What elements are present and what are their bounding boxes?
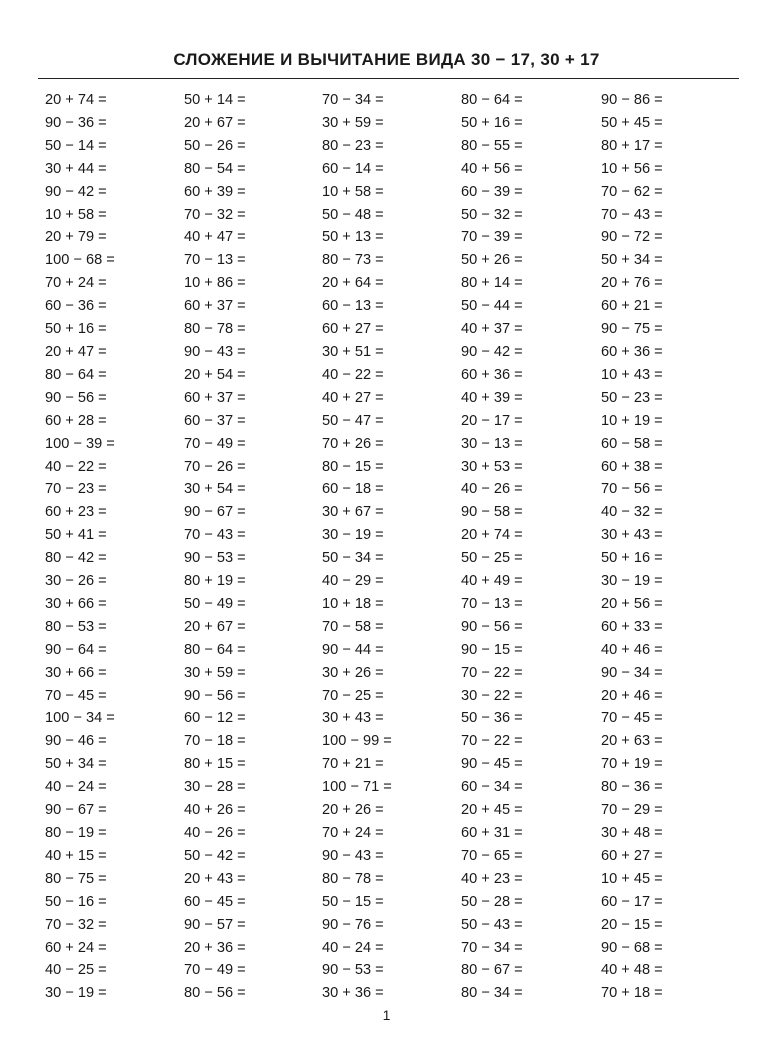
exercise-item: 20 + 63 =	[601, 733, 663, 750]
exercise-item: 30 − 19 =	[601, 573, 663, 590]
exercise-item: 100 − 71 =	[322, 779, 392, 796]
exercise-item: 100 − 34 =	[45, 710, 115, 727]
exercise-item: 30 + 43 =	[601, 527, 663, 544]
exercise-item: 50 − 28 =	[461, 893, 523, 910]
exercise-item: 60 − 39 =	[461, 183, 523, 200]
exercise-item: 80 − 42 =	[45, 550, 107, 567]
exercise-item: 70 − 45 =	[45, 687, 107, 704]
exercise-item: 40 − 32 =	[601, 504, 663, 521]
exercise-item: 10 + 86 =	[184, 275, 246, 292]
exercise-item: 70 + 21 =	[322, 756, 384, 773]
exercise-item: 20 + 79 =	[45, 229, 107, 246]
exercise-item: 60 − 14 =	[322, 160, 384, 177]
exercise-item: 20 + 74 =	[461, 527, 523, 544]
exercise-item: 70 − 25 =	[322, 687, 384, 704]
exercise-item: 40 + 56 =	[461, 160, 523, 177]
exercise-item: 60 + 33 =	[601, 618, 663, 635]
exercise-item: 10 + 58 =	[45, 206, 107, 223]
exercise-item: 40 − 22 =	[322, 366, 384, 383]
exercise-item: 60 + 24 =	[45, 939, 107, 956]
exercise-item: 60 + 37 =	[184, 389, 246, 406]
exercise-item: 80 − 34 =	[461, 985, 523, 1002]
exercise-item: 100 − 99 =	[322, 733, 392, 750]
exercise-item: 70 − 22 =	[461, 664, 523, 681]
exercise-item: 90 − 56 =	[461, 618, 523, 635]
exercise-item: 50 + 16 =	[461, 114, 523, 131]
exercise-item: 60 + 39 =	[184, 183, 246, 200]
exercise-item: 90 − 42 =	[461, 343, 523, 360]
exercise-item: 90 − 53 =	[322, 962, 384, 979]
exercise-item: 90 − 72 =	[601, 229, 663, 246]
exercise-item: 20 + 56 =	[601, 595, 663, 612]
exercise-item: 80 − 67 =	[461, 962, 523, 979]
exercise-item: 30 − 28 =	[184, 779, 246, 796]
exercise-item: 50 + 34 =	[45, 756, 107, 773]
exercise-item: 80 − 54 =	[184, 160, 246, 177]
exercise-item: 70 + 24 =	[322, 825, 384, 841]
exercise-item: 40 + 26 =	[184, 802, 246, 819]
exercise-item: 70 − 62 =	[601, 183, 663, 200]
exercise-item: 70 + 18 =	[601, 985, 663, 1002]
exercise-item: 80 − 64 =	[45, 366, 107, 383]
exercise-item: 30 − 22 =	[461, 687, 523, 704]
exercise-item: 80 − 64 =	[461, 92, 523, 108]
exercise-item: 30 + 43 =	[322, 710, 384, 727]
exercise-item: 70 − 56 =	[601, 481, 663, 498]
exercise-item: 50 − 48 =	[322, 206, 384, 223]
exercise-item: 50 + 41 =	[45, 527, 107, 544]
exercise-item: 40 + 37 =	[461, 321, 523, 338]
exercise-item: 90 − 67 =	[45, 802, 107, 819]
exercise-item: 50 + 16 =	[601, 550, 663, 567]
exercise-item: 20 + 64 =	[322, 275, 384, 292]
exercise-item: 60 + 36 =	[461, 366, 523, 383]
exercise-item: 30 − 19 =	[45, 985, 107, 1002]
exercise-item: 80 − 64 =	[184, 641, 246, 658]
exercise-item: 80 − 73 =	[322, 252, 384, 269]
exercise-item: 50 + 34 =	[601, 252, 663, 269]
exercise-item: 70 − 65 =	[461, 847, 523, 864]
exercise-item: 80 − 78 =	[322, 870, 384, 887]
exercise-item: 30 + 54 =	[184, 481, 246, 498]
exercise-item: 50 + 26 =	[461, 252, 523, 269]
exercise-item: 80 − 75 =	[45, 870, 107, 887]
exercise-item: 70 + 19 =	[601, 756, 663, 773]
exercise-item: 50 − 14 =	[45, 137, 107, 154]
exercise-item: 40 + 15 =	[45, 847, 107, 864]
exercise-item: 60 + 27 =	[322, 321, 384, 338]
exercise-item: 10 + 56 =	[601, 160, 663, 177]
exercise-item: 80 − 36 =	[601, 779, 663, 796]
exercise-item: 30 + 26 =	[322, 664, 384, 681]
exercise-item: 20 + 74 =	[45, 92, 107, 108]
exercise-item: 90 − 68 =	[601, 939, 663, 956]
exercise-item: 20 + 36 =	[184, 939, 246, 956]
exercise-item: 20 + 46 =	[601, 687, 663, 704]
exercise-item: 90 − 43 =	[184, 343, 246, 360]
exercise-item: 60 − 13 =	[322, 298, 384, 315]
exercise-item: 30 + 59 =	[322, 114, 384, 131]
exercise-item: 50 − 23 =	[601, 389, 663, 406]
exercise-item: 60 + 27 =	[601, 847, 663, 864]
exercise-item: 70 − 49 =	[184, 962, 246, 979]
exercise-item: 50 + 16 =	[45, 321, 107, 338]
exercise-item: 60 + 31 =	[461, 825, 523, 841]
exercise-item: 20 + 76 =	[601, 275, 663, 292]
exercise-item: 90 − 58 =	[461, 504, 523, 521]
exercise-item: 50 − 44 =	[461, 298, 523, 315]
exercise-item: 20 − 17 =	[461, 412, 523, 429]
exercise-item: 90 − 36 =	[45, 114, 107, 131]
exercise-item: 70 − 13 =	[184, 252, 246, 269]
exercise-item: 30 + 51 =	[322, 343, 384, 360]
exercise-item: 10 + 58 =	[322, 183, 384, 200]
exercise-column-4	[461, 89, 523, 1005]
exercise-item: 30 − 13 =	[461, 435, 523, 452]
exercise-item: 60 − 45 =	[184, 893, 246, 910]
exercise-item: 50 − 36 =	[461, 710, 523, 727]
exercise-item: 40 − 24 =	[45, 779, 107, 796]
exercise-item: 70 + 24 =	[45, 275, 107, 292]
exercise-item: 60 − 12 =	[184, 710, 246, 727]
exercise-item: 40 + 23 =	[461, 870, 523, 887]
exercise-item: 70 − 34 =	[461, 939, 523, 956]
exercise-item: 10 + 18 =	[322, 595, 384, 612]
exercise-item: 70 − 43 =	[184, 527, 246, 544]
exercise-item: 60 + 36 =	[601, 343, 663, 360]
exercise-item: 40 − 22 =	[45, 458, 107, 475]
exercise-item: 60 + 37 =	[184, 298, 246, 315]
exercise-item: 90 − 56 =	[45, 389, 107, 406]
exercise-item: 30 + 36 =	[322, 985, 384, 1002]
title-divider	[38, 78, 739, 79]
exercise-item: 30 + 48 =	[601, 825, 663, 841]
exercise-item: 90 − 46 =	[45, 733, 107, 750]
exercise-item: 10 + 45 =	[601, 870, 663, 887]
exercise-item: 20 + 26 =	[322, 802, 384, 819]
exercise-item: 70 − 32 =	[184, 206, 246, 223]
exercise-item: 90 − 45 =	[461, 756, 523, 773]
exercise-column-2	[184, 89, 246, 1005]
exercise-item: 50 − 43 =	[461, 916, 523, 933]
exercise-item: 60 − 34 =	[461, 779, 523, 796]
exercise-item: 90 − 34 =	[601, 664, 663, 681]
exercise-item: 70 − 22 =	[461, 733, 523, 750]
exercise-item: 90 − 64 =	[45, 641, 107, 658]
exercise-item: 60 + 38 =	[601, 458, 663, 475]
exercise-item: 10 + 19 =	[601, 412, 663, 429]
exercise-item: 40 − 25 =	[45, 962, 107, 979]
exercise-item: 80 + 17 =	[601, 137, 663, 154]
exercise-item: 40 + 46 =	[601, 641, 663, 658]
exercise-item: 10 + 43 =	[601, 366, 663, 383]
exercise-item: 30 + 66 =	[45, 595, 107, 612]
exercise-item: 50 + 45 =	[601, 114, 663, 131]
exercise-item: 80 − 53 =	[45, 618, 107, 635]
exercise-item: 70 − 58 =	[322, 618, 384, 635]
exercise-item: 40 + 39 =	[461, 389, 523, 406]
exercise-item: 70 − 43 =	[601, 206, 663, 223]
exercise-item: 60 + 28 =	[45, 412, 107, 429]
exercise-item: 50 − 26 =	[184, 137, 246, 154]
exercise-item: 80 − 55 =	[461, 137, 523, 154]
exercise-item: 70 − 32 =	[45, 916, 107, 933]
exercise-item: 80 + 14 =	[461, 275, 523, 292]
exercise-item: 40 + 49 =	[461, 573, 523, 590]
exercise-item: 50 + 13 =	[322, 229, 384, 246]
exercise-item: 20 − 15 =	[601, 916, 663, 933]
exercise-item: 50 − 32 =	[461, 206, 523, 223]
exercise-item: 60 + 21 =	[601, 298, 663, 315]
exercise-item: 50 − 42 =	[184, 847, 246, 864]
exercise-item: 90 − 86 =	[601, 92, 663, 108]
exercise-item: 70 − 45 =	[601, 710, 663, 727]
exercise-item: 20 + 67 =	[184, 114, 246, 131]
exercise-column-3	[322, 89, 392, 1005]
exercise-item: 90 − 43 =	[322, 847, 384, 864]
exercise-item: 70 − 34 =	[322, 92, 384, 108]
exercise-column-5	[601, 89, 663, 1005]
exercise-item: 60 − 58 =	[601, 435, 663, 452]
exercise-item: 80 − 56 =	[184, 985, 246, 1002]
exercise-item: 70 − 39 =	[461, 229, 523, 246]
exercise-item: 70 − 13 =	[461, 595, 523, 612]
exercise-item: 40 − 26 =	[461, 481, 523, 498]
exercise-item: 90 − 56 =	[184, 687, 246, 704]
exercise-item: 20 + 67 =	[184, 618, 246, 635]
exercise-item: 90 − 75 =	[601, 321, 663, 338]
exercise-item: 80 + 15 =	[184, 756, 246, 773]
exercise-item: 50 − 16 =	[45, 893, 107, 910]
exercise-item: 30 + 59 =	[184, 664, 246, 681]
exercise-item: 100 − 39 =	[45, 435, 115, 452]
exercise-item: 50 − 34 =	[322, 550, 384, 567]
exercise-item: 60 − 17 =	[601, 893, 663, 910]
exercise-item: 80 + 19 =	[184, 573, 246, 590]
exercise-item: 20 + 45 =	[461, 802, 523, 819]
exercise-item: 70 − 23 =	[45, 481, 107, 498]
exercise-item: 60 − 36 =	[45, 298, 107, 315]
exercise-item: 40 − 24 =	[322, 939, 384, 956]
page-title: СЛОЖЕНИЕ И ВЫЧИТАНИЕ ВИДА 30 − 17, 30 + 17	[173, 50, 600, 69]
exercise-item: 80 − 78 =	[184, 321, 246, 338]
exercise-item: 40 − 26 =	[184, 825, 246, 841]
exercise-item: 90 − 76 =	[322, 916, 384, 933]
exercise-item: 60 − 37 =	[184, 412, 246, 429]
exercise-item: 20 + 43 =	[184, 870, 246, 887]
exercise-item: 70 − 49 =	[184, 435, 246, 452]
exercise-item: 50 + 14 =	[184, 92, 246, 108]
exercise-item: 80 − 19 =	[45, 825, 107, 841]
exercise-item: 30 − 19 =	[322, 527, 384, 544]
exercise-item: 30 + 66 =	[45, 664, 107, 681]
exercise-item: 30 + 44 =	[45, 160, 107, 177]
exercise-item: 80 − 15 =	[322, 458, 384, 475]
exercise-item: 80 − 23 =	[322, 137, 384, 154]
exercise-item: 70 − 18 =	[184, 733, 246, 750]
exercise-item: 30 − 26 =	[45, 573, 107, 590]
exercise-item: 60 − 18 =	[322, 481, 384, 498]
exercise-item: 90 − 53 =	[184, 550, 246, 567]
exercise-item: 50 − 15 =	[322, 893, 384, 910]
exercise-item: 70 − 26 =	[184, 458, 246, 475]
exercise-item: 70 − 29 =	[601, 802, 663, 819]
exercise-item: 90 − 44 =	[322, 641, 384, 658]
exercise-item: 50 − 47 =	[322, 412, 384, 429]
exercise-item: 90 − 57 =	[184, 916, 246, 933]
exercise-item: 20 + 54 =	[184, 366, 246, 383]
exercise-item: 30 + 53 =	[461, 458, 523, 475]
exercise-item: 40 + 48 =	[601, 962, 663, 979]
exercise-column-1	[45, 89, 115, 1005]
exercise-item: 50 − 49 =	[184, 595, 246, 612]
exercise-item: 40 + 47 =	[184, 229, 246, 246]
exercise-item: 60 + 23 =	[45, 504, 107, 521]
page-number: 1	[382, 1007, 391, 1023]
exercise-item: 20 + 47 =	[45, 343, 107, 360]
exercise-item: 40 − 29 =	[322, 573, 384, 590]
exercise-item: 100 − 68 =	[45, 252, 115, 269]
exercise-item: 70 + 26 =	[322, 435, 384, 452]
exercise-item: 90 − 67 =	[184, 504, 246, 521]
exercise-item: 30 + 67 =	[322, 504, 384, 521]
exercise-item: 90 − 42 =	[45, 183, 107, 200]
exercise-item: 90 − 15 =	[461, 641, 523, 658]
exercise-item: 40 + 27 =	[322, 389, 384, 406]
exercise-item: 50 − 25 =	[461, 550, 523, 567]
